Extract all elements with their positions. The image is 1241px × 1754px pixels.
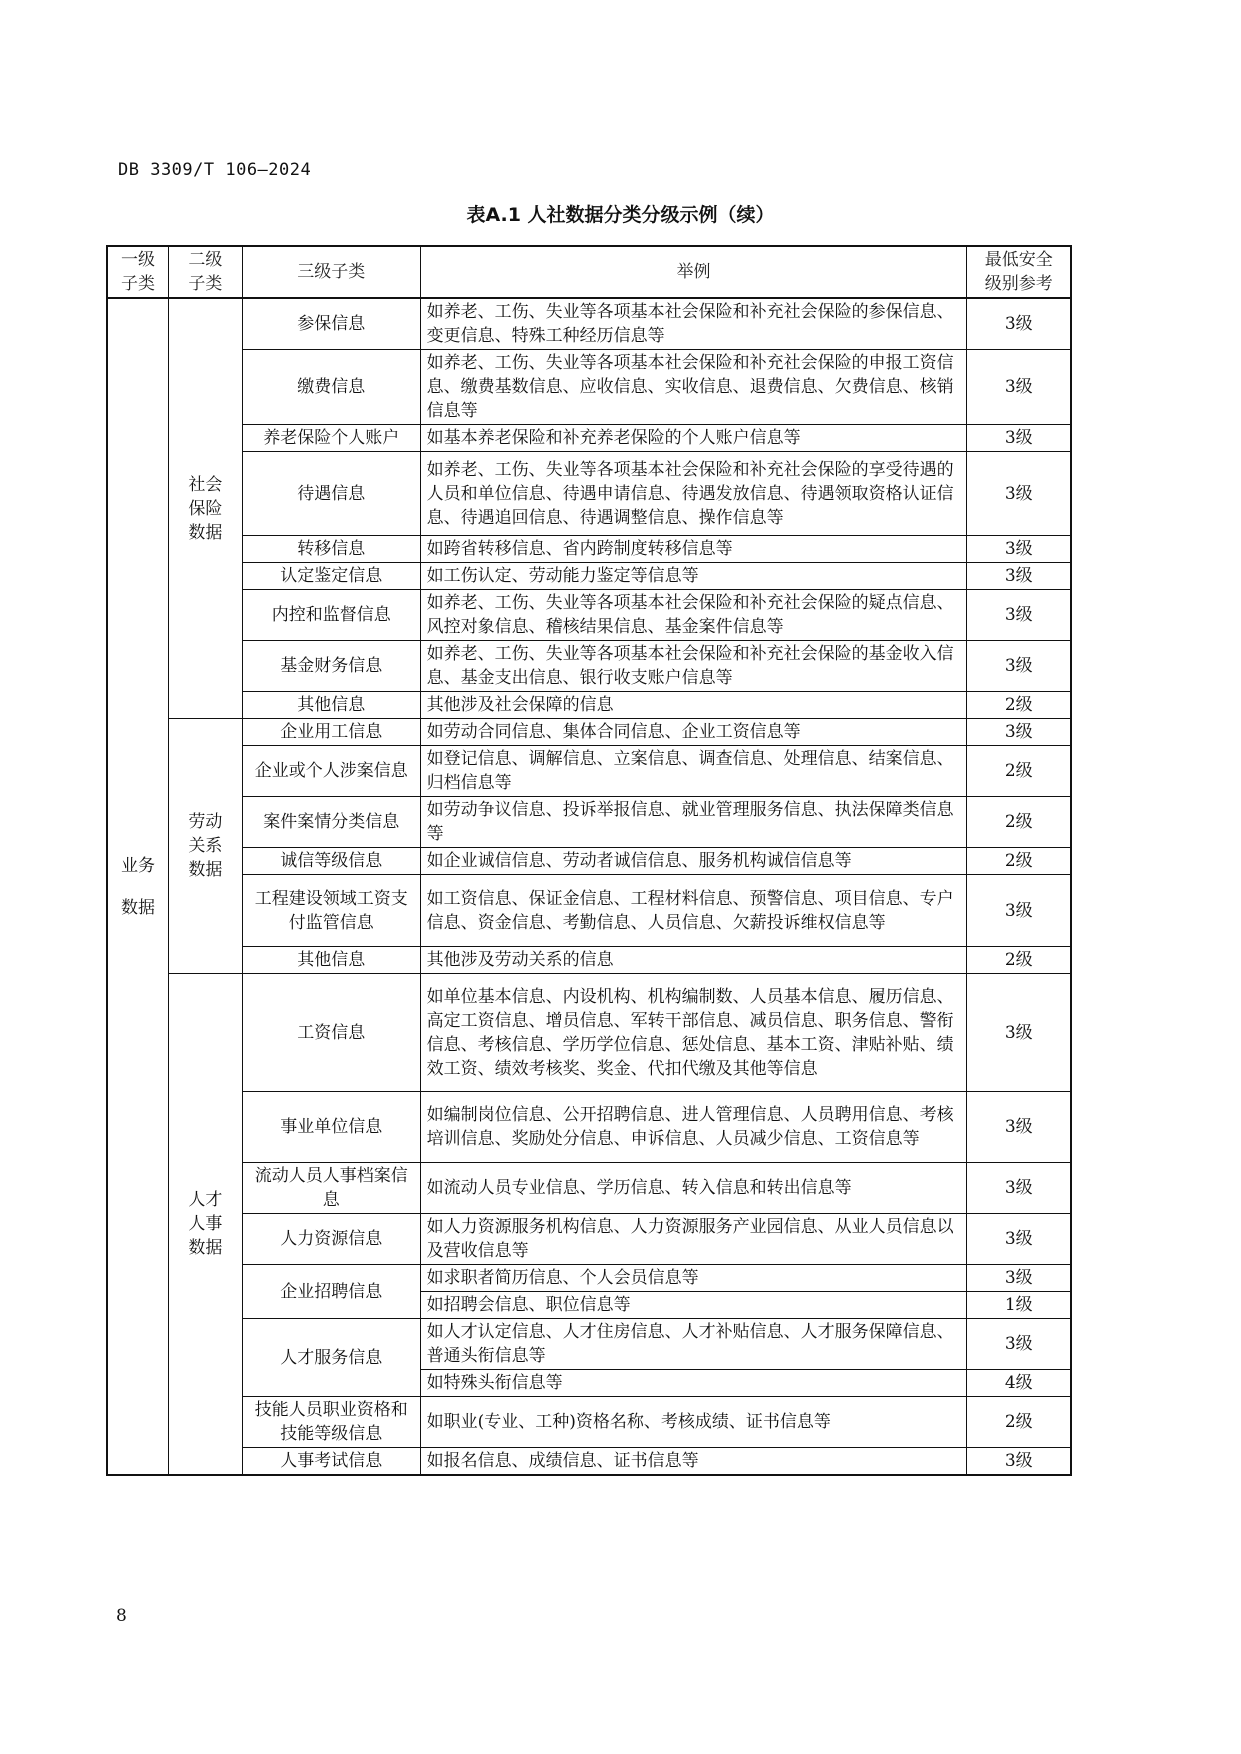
example-cell: 如企业诚信信息、劳动者诚信信息、服务机构诚信信息等 [420,848,967,875]
table-row [107,298,1071,350]
level3-cell: 缴费信息 [242,350,420,425]
security-level-cell: 3级 [967,563,1071,590]
table-header-row [107,246,1071,298]
table-row [107,692,1071,719]
table-row [107,719,1071,746]
table-row [107,563,1071,590]
level3-cell: 参保信息 [242,298,420,350]
example-cell: 如流动人员专业信息、学历信息、转入信息和转出信息等 [420,1163,967,1214]
example-cell: 其他涉及劳动关系的信息 [420,947,967,974]
example-cell: 如养老、工伤、失业等各项基本社会保险和补充社会保险的申报工资信息、缴费基数信息、应收信息、实收信息、退费信息、欠费信息、核销信息等 [420,350,967,425]
example-cell: 如单位基本信息、内设机构、机构编制数、人员基本信息、履历信息、高定工资信息、增员信息、军转干部信息、减员信息、职务信息、警衔信息、考核信息、学历学位信息、惩处信息、基本工资、津贴补贴、绩效工资、绩效考核奖、奖金、代扣代缴及其他等信息 [420,974,967,1092]
table-row [107,1092,1071,1163]
level3-cell: 转移信息 [242,536,420,563]
table-row [107,875,1071,947]
security-level-cell: 4级 [967,1370,1071,1397]
security-level-cell: 3级 [967,1092,1071,1163]
table-row [107,590,1071,641]
security-level-cell: 3级 [967,1448,1071,1476]
level2-category-cell: 社会 保险 数据 [169,298,243,719]
level3-cell: 待遇信息 [242,452,420,536]
level3-cell: 养老保险个人账户 [242,425,420,452]
level2-category-cell: 劳动 关系 数据 [169,719,243,974]
example-cell: 如特殊头衔信息等 [420,1370,967,1397]
level3-cell: 基金财务信息 [242,641,420,692]
security-level-cell: 2级 [967,848,1071,875]
level3-cell: 技能人员职业资格和技能等级信息 [242,1397,420,1448]
table-row [107,1319,1071,1370]
example-cell: 如工伤认定、劳动能力鉴定等信息等 [420,563,967,590]
security-level-cell: 3级 [967,590,1071,641]
table-row [107,350,1071,425]
level3-cell: 内控和监督信息 [242,590,420,641]
column-header-example: 举例 [420,246,967,298]
security-level-cell: 2级 [967,746,1071,797]
level3-cell: 其他信息 [242,692,420,719]
level1-category-cell: 业务 数据 [107,298,169,1475]
table-row [107,1163,1071,1214]
table-row [107,425,1071,452]
table-row [107,797,1071,848]
level3-cell: 事业单位信息 [242,1092,420,1163]
security-level-cell: 3级 [967,350,1071,425]
example-cell: 如跨省转移信息、省内跨制度转移信息等 [420,536,967,563]
level3-cell: 企业用工信息 [242,719,420,746]
level3-cell: 人事考试信息 [242,1448,420,1476]
example-cell: 如报名信息、成绩信息、证书信息等 [420,1448,967,1476]
table-row [107,746,1071,797]
page-number: 8 [116,1606,127,1626]
level2-category-cell: 人才 人事 数据 [169,974,243,1476]
security-level-cell: 3级 [967,974,1071,1092]
table-row [107,536,1071,563]
security-level-cell: 3级 [967,536,1071,563]
level3-cell: 认定鉴定信息 [242,563,420,590]
security-level-cell: 3级 [967,1163,1071,1214]
table-row [107,1214,1071,1265]
security-level-cell: 2级 [967,692,1071,719]
security-level-cell: 3级 [967,641,1071,692]
example-cell: 如劳动合同信息、集体合同信息、企业工资信息等 [420,719,967,746]
security-level-cell: 3级 [967,452,1071,536]
security-level-cell: 3级 [967,1319,1071,1370]
classification-table [106,245,1072,1476]
level3-cell: 人力资源信息 [242,1214,420,1265]
table-title: 表A.1 人社数据分类分级示例（续） [466,204,775,226]
column-header-security-level: 最低安全 级别参考 [967,246,1071,298]
table-row [107,1397,1071,1448]
level3-cell: 企业或个人涉案信息 [242,746,420,797]
table-row [107,452,1071,536]
security-level-cell: 2级 [967,1397,1071,1448]
level3-cell: 人才服务信息 [242,1319,420,1397]
document-code: DB 3309/T 106—2024 [118,160,312,180]
example-cell: 如登记信息、调解信息、立案信息、调查信息、处理信息、结案信息、归档信息等 [420,746,967,797]
example-cell: 如求职者简历信息、个人会员信息等 [420,1265,967,1292]
level3-cell: 工资信息 [242,974,420,1092]
example-cell: 如招聘会信息、职位信息等 [420,1292,967,1319]
example-cell: 如基本养老保险和补充养老保险的个人账户信息等 [420,425,967,452]
table-row [107,1448,1071,1476]
example-cell: 如养老、工伤、失业等各项基本社会保险和补充社会保险的基金收入信息、基金支出信息、银行收支账户信息等 [420,641,967,692]
example-cell: 如工资信息、保证金信息、工程材料信息、预警信息、项目信息、专户信息、资金信息、考勤信息、人员信息、欠薪投诉维权信息等 [420,875,967,947]
table-row [107,848,1071,875]
level3-cell: 流动人员人事档案信息 [242,1163,420,1214]
example-cell: 其他涉及社会保障的信息 [420,692,967,719]
example-cell: 如养老、工伤、失业等各项基本社会保险和补充社会保险的享受待遇的人员和单位信息、待遇申请信息、待遇发放信息、待遇领取资格认证信息、待遇追回信息、待遇调整信息、操作信息等 [420,452,967,536]
column-header-level1: 一级 子类 [107,246,169,298]
example-cell: 如劳动争议信息、投诉举报信息、就业管理服务信息、执法保障类信息等 [420,797,967,848]
level3-cell: 诚信等级信息 [242,848,420,875]
example-cell: 如人才认定信息、人才住房信息、人才补贴信息、人才服务保障信息、普通头衔信息等 [420,1319,967,1370]
table-row [107,947,1071,974]
column-header-level3: 三级子类 [242,246,420,298]
example-cell: 如养老、工伤、失业等各项基本社会保险和补充社会保险的参保信息、变更信息、特殊工种经历信息等 [420,298,967,350]
security-level-cell: 3级 [967,298,1071,350]
security-level-cell: 1级 [967,1292,1071,1319]
column-header-level2: 二级 子类 [169,246,243,298]
security-level-cell: 3级 [967,719,1071,746]
security-level-cell: 3级 [967,1265,1071,1292]
table-row [107,974,1071,1092]
table-row [107,641,1071,692]
example-cell: 如养老、工伤、失业等各项基本社会保险和补充社会保险的疑点信息、风控对象信息、稽核结果信息、基金案件信息等 [420,590,967,641]
level3-cell: 企业招聘信息 [242,1265,420,1319]
security-level-cell: 2级 [967,947,1071,974]
security-level-cell: 3级 [967,425,1071,452]
example-cell: 如编制岗位信息、公开招聘信息、进人管理信息、人员聘用信息、考核培训信息、奖励处分信息、申诉信息、人员减少信息、工资信息等 [420,1092,967,1163]
security-level-cell: 3级 [967,875,1071,947]
table-row [107,1265,1071,1292]
level3-cell: 案件案情分类信息 [242,797,420,848]
level3-cell: 其他信息 [242,947,420,974]
security-level-cell: 3级 [967,1214,1071,1265]
security-level-cell: 2级 [967,797,1071,848]
example-cell: 如职业(专业、工种)资格名称、考核成绩、证书信息等 [420,1397,967,1448]
level3-cell: 工程建设领域工资支付监管信息 [242,875,420,947]
example-cell: 如人力资源服务机构信息、人力资源服务产业园信息、从业人员信息以及营收信息等 [420,1214,967,1265]
